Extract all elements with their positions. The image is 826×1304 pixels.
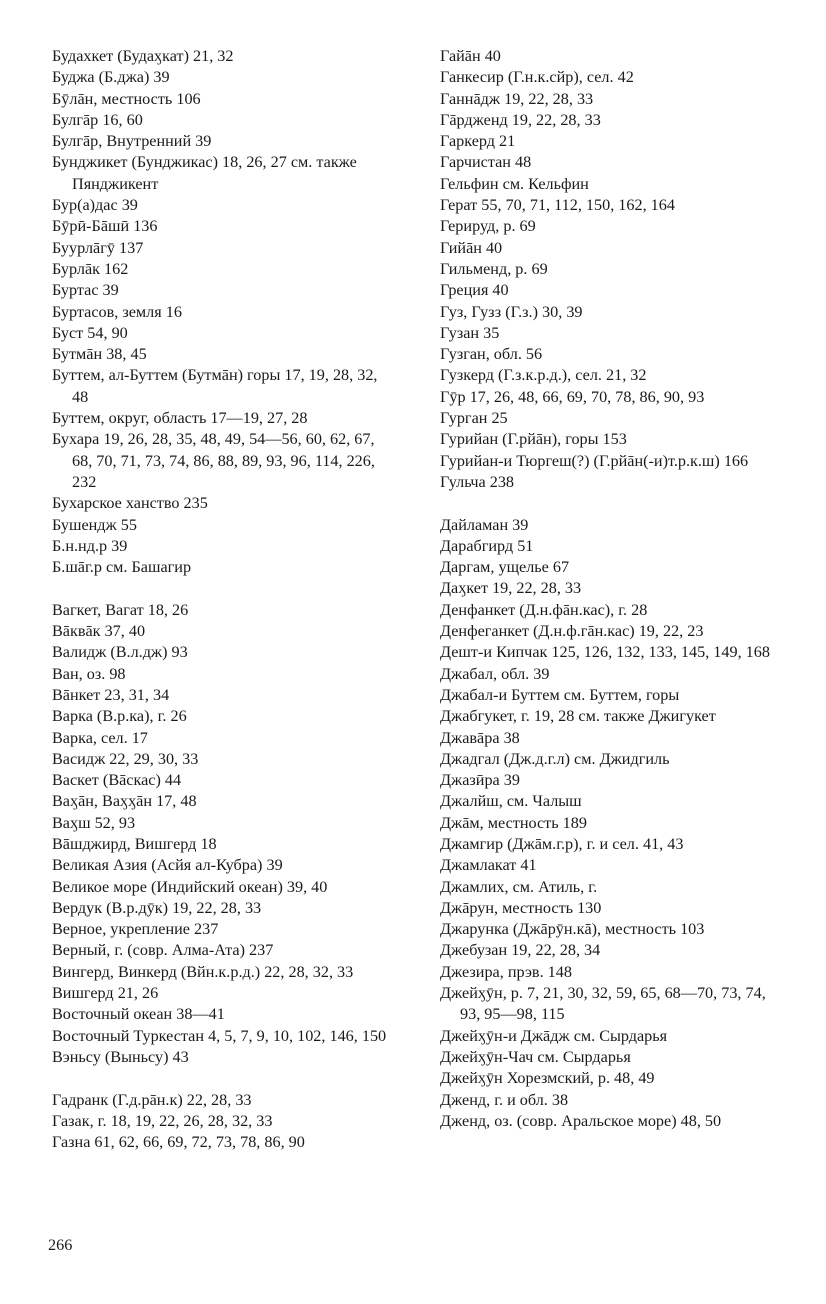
- index-column-left: [52, 46, 392, 1153]
- section-gap: [52, 1068, 392, 1089]
- index-entry: Гарчистан 48: [440, 153, 532, 172]
- index-entry: Буртас 39: [52, 281, 119, 300]
- index-entry: Восточный Туркестан 4, 5, 7, 9, 10, 102, 146, 150: [52, 1026, 387, 1045]
- index-entry: Дарабгирд 51: [440, 536, 534, 555]
- index-entry: Верный, г. (совр. Алма-Ата) 237: [52, 941, 274, 960]
- index-entry: Гаркерд 21: [440, 132, 516, 151]
- index-entry: Бухарское ханство 235: [52, 494, 208, 513]
- index-entry: Ван, оз. 98: [52, 664, 126, 683]
- index-entry: Гуз, Гузз (Г.з.) 30, 39: [440, 302, 583, 321]
- index-entry: Джадгал (Дж.д.г.л) см. Джидгиль: [440, 749, 670, 768]
- index-entry: Великое море (Индийский океан) 39, 40: [52, 877, 328, 896]
- index-entry: Буурлāгӯ 137: [52, 238, 144, 257]
- index-entry: Джейӽӯн Хорезмский, р. 48, 49: [440, 1069, 655, 1088]
- index-entry: Ваӽāн, Ваӽӽāн 17, 48: [52, 792, 197, 811]
- index-entry: Гурийан-и Тюргеш(?) (Г.рйāн(-и)т.р.к.ш) 166: [440, 451, 749, 470]
- index-entry: Газак, г. 18, 19, 22, 26, 28, 32, 33: [52, 1111, 273, 1130]
- index-entry: Восточный океан 38—41: [52, 1005, 225, 1024]
- section-gap: [440, 493, 776, 514]
- index-entry: Бутмāн 38, 45: [52, 345, 147, 364]
- section-gap: [52, 578, 392, 599]
- index-entry: Гузган, обл. 56: [440, 345, 543, 364]
- index-entry: Дженд, г. и обл. 38: [440, 1090, 569, 1109]
- index-entry: Джамлакат 41: [440, 856, 537, 875]
- index-entry: Буртасов, земля 16: [52, 302, 182, 321]
- index-entry: Джāрун, местность 130: [440, 898, 602, 917]
- index-entry: Джебузан 19, 22, 28, 34: [440, 941, 601, 960]
- index-entry: Буст 54, 90: [52, 323, 128, 342]
- index-entry: Васидж 22, 29, 30, 33: [52, 749, 199, 768]
- index-entry: Гурийан (Г.рйāн), горы 153: [440, 430, 627, 449]
- index-entry: Бушендж 55: [52, 515, 137, 534]
- index-entry: Ганнāдж 19, 22, 28, 33: [440, 89, 594, 108]
- index-entry: Ваӽш 52, 93: [52, 813, 136, 832]
- index-entry: Вердук (В.р.дӯк) 19, 22, 28, 33: [52, 898, 262, 917]
- index-entry: Джāм, местность 189: [440, 813, 587, 832]
- index-entry: Джарунка (Джāрӯн.кā), местность 103: [440, 920, 705, 939]
- index-entry: Гульча 238: [440, 472, 515, 491]
- index-entry: Дайламан 39: [440, 515, 529, 534]
- index-entry: Верное, укрепление 237: [52, 920, 219, 939]
- index-entry: Джазӣра 39: [440, 771, 520, 790]
- index-entry: Б.шāг.р см. Башагир: [52, 558, 192, 577]
- index-entry: Буттем, ал-Буттем (Бутмāн) горы 17, 19, 28, 32, 48: [52, 366, 378, 406]
- index-entry: Дешт-и Кипчак 125, 126, 132, 133, 145, 149, 168: [440, 643, 770, 662]
- index-entry: Денфанкет (Д.н.фāн.кас), г. 28: [440, 600, 648, 619]
- index-entry: Джалйш, см. Чалыш: [440, 792, 582, 811]
- index-entry: Булгāр, Внутренний 39: [52, 132, 212, 151]
- index-entry: Гадранк (Г.д.рāн.к) 22, 28, 33: [52, 1090, 252, 1109]
- index-entry: Герируд, р. 69: [440, 217, 536, 236]
- index-column-right: [440, 46, 776, 1132]
- index-entry: Вишгерд 21, 26: [52, 984, 159, 1003]
- index-entry: Б.н.нд.р 39: [52, 536, 128, 555]
- index-entry: Джейӽӯн-Чач см. Сырдарья: [440, 1047, 631, 1066]
- index-entry: Гузкерд (Г.з.к.р.д.), сел. 21, 32: [440, 366, 647, 385]
- index-entry: Варка (В.р.ка), г. 26: [52, 707, 187, 726]
- index-entry: Даргам, ущелье 67: [440, 558, 570, 577]
- index-entry: Гурган 25: [440, 409, 508, 428]
- index-entry: Буджа (Б.джа) 39: [52, 68, 170, 87]
- index-entry: Гельфин см. Кельфин: [440, 174, 589, 193]
- index-entry: Бухара 19, 26, 28, 35, 48, 49, 54—56, 60, 62, 67, 68, 70, 71, 73, 74, 86, 88, 89, 93, 96, 114, 226, 232: [52, 430, 375, 491]
- index-entry: Джабал, обл. 39: [440, 664, 550, 683]
- index-entry: Буттем, округ, область 17—19, 27, 28: [52, 409, 308, 428]
- index-entry: Будахкет (Будаӽкат) 21, 32: [52, 47, 234, 65]
- index-entry: Ганкесир (Г.н.к.сйр), сел. 42: [440, 68, 634, 87]
- index-entry: Бунджикет (Бунджикас) 18, 26, 27 см. также Пянджикент: [52, 153, 357, 193]
- index-entry: Дженд, оз. (совр. Аральское море) 48, 50: [440, 1111, 722, 1130]
- index-entry: Греция 40: [440, 281, 509, 300]
- page-number: 266: [48, 1236, 73, 1254]
- index-entry: Денфеганкет (Д.н.ф.гāн.кас) 19, 22, 23: [440, 622, 704, 641]
- index-entry: Вингерд, Винкерд (Вйн.к.р.д.) 22, 28, 32, 33: [52, 962, 354, 981]
- index-entry: Герат 55, 70, 71, 112, 150, 162, 164: [440, 196, 675, 215]
- index-entry: Гāрдженд 19, 22, 28, 33: [440, 110, 601, 129]
- index-entry: Джамгир (Джāм.г.р), г. и сел. 41, 43: [440, 834, 684, 853]
- index-entry: Булгāр 16, 60: [52, 110, 143, 129]
- index-entry: Бурлāк 162: [52, 259, 129, 278]
- index-entry: Валидж (В.л.дж) 93: [52, 643, 188, 662]
- index-entry: Великая Азия (Асйя ал-Кубра) 39: [52, 856, 283, 875]
- index-entry: Вāнкет 23, 31, 34: [52, 685, 170, 704]
- index-entry: Джейӽӯн-и Джāдж см. Сырдарья: [440, 1026, 668, 1045]
- index-entry: Джейӽӯн, р. 7, 21, 30, 32, 59, 65, 68—70, 73, 74, 93, 95—98, 115: [440, 984, 766, 1024]
- index-entry: Гузан 35: [440, 323, 500, 342]
- index-entry: Джавāра 38: [440, 728, 520, 747]
- index-entry: Вэньсу (Выньсу) 43: [52, 1047, 189, 1066]
- index-entry: Варка, сел. 17: [52, 728, 148, 747]
- index-entry: Гӯр 17, 26, 48, 66, 69, 70, 78, 86, 90, 93: [440, 387, 705, 406]
- index-entry: Джабал-и Буттем см. Буттем, горы: [440, 685, 680, 704]
- index-entry: Бӯрӣ-Бāшӣ 136: [52, 217, 158, 236]
- index-entry: Джабгукет, г. 19, 28 см. также Джигукет: [440, 707, 716, 726]
- index-entry: Вāквāк 37, 40: [52, 622, 146, 641]
- index-entry: Вāшджирд, Вишгерд 18: [52, 834, 217, 853]
- index-entry: Даӽкет 19, 22, 28, 33: [440, 579, 582, 598]
- index-entry: Бӯлāн, местность 106: [52, 89, 201, 108]
- index-entry: Вагкет, Вагат 18, 26: [52, 600, 189, 619]
- index-entry: Гильменд, р. 69: [440, 259, 548, 278]
- index-entry: Гийāн 40: [440, 238, 503, 257]
- index-entry: Гайāн 40: [440, 47, 501, 65]
- index-entry: Бур(а)дас 39: [52, 196, 138, 215]
- index-entry: Газна 61, 62, 66, 69, 72, 73, 78, 86, 90: [52, 1133, 305, 1152]
- index-entry: Васкет (Вāскас) 44: [52, 771, 182, 790]
- index-entry: Джезира, прэв. 148: [440, 962, 572, 981]
- index-entry: Джамлих, см. Атиль, г.: [440, 877, 598, 896]
